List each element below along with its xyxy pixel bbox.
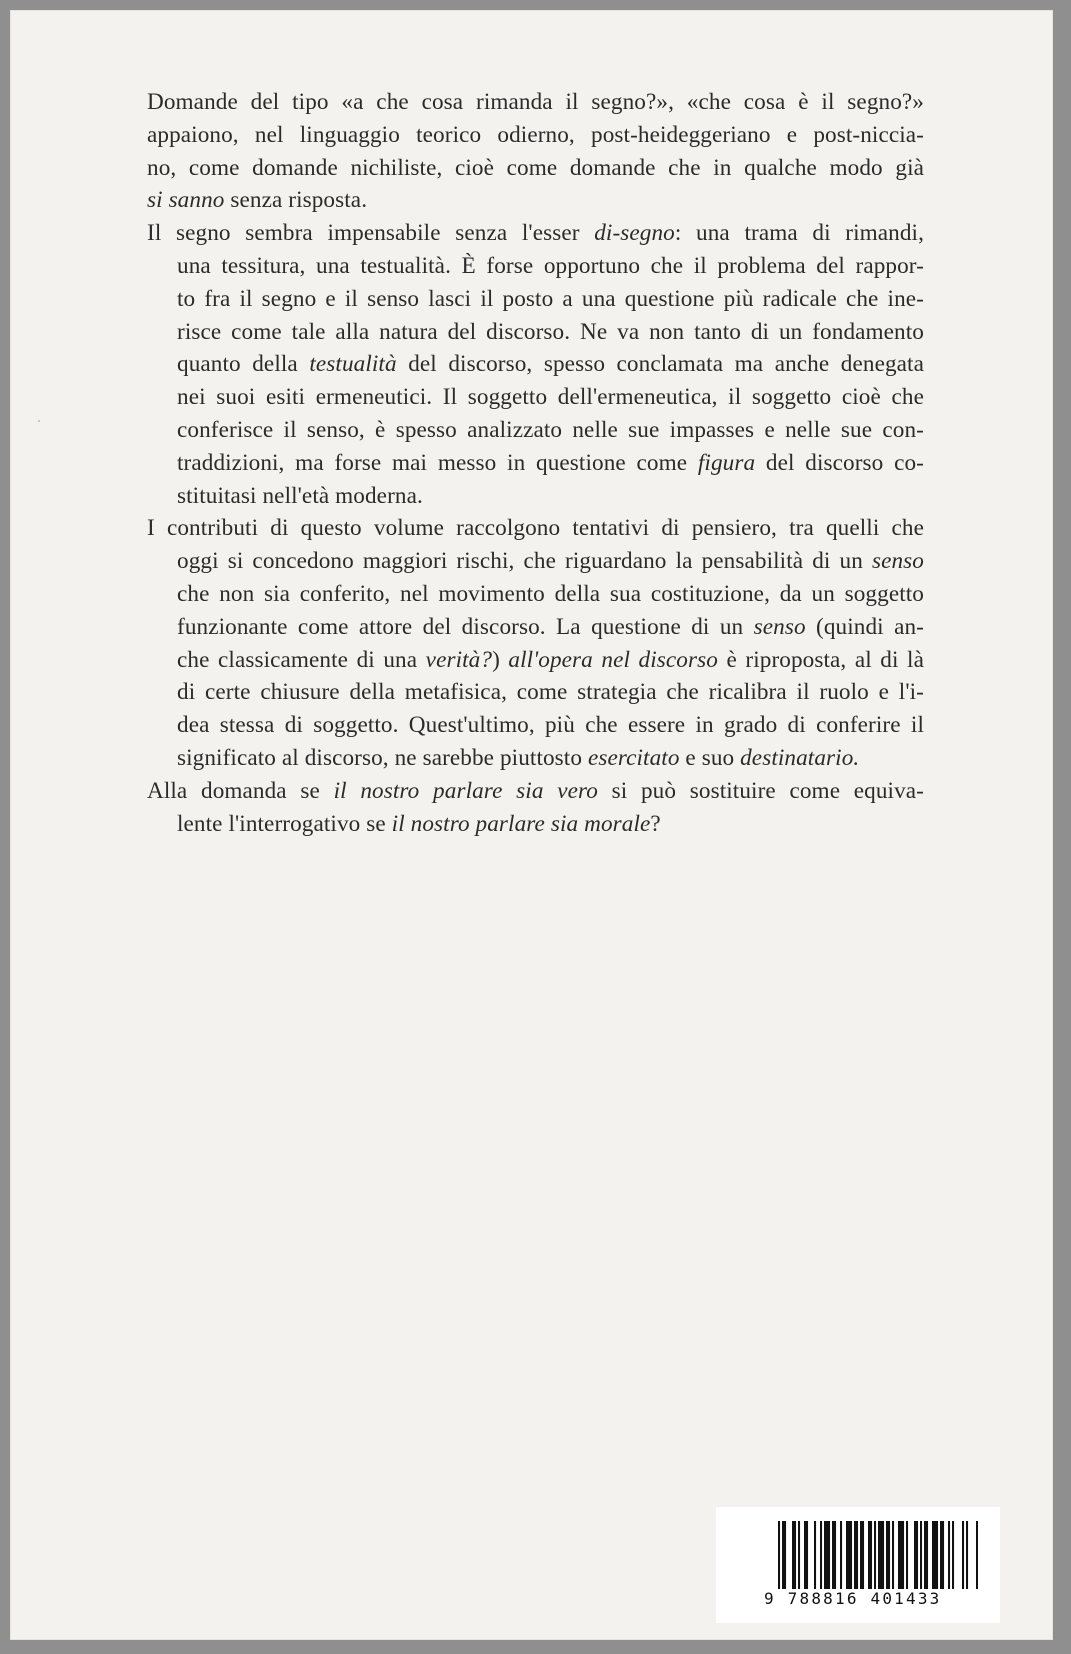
barcode-bar — [942, 1521, 944, 1589]
barcode-bar — [886, 1521, 888, 1589]
barcode-bar — [870, 1521, 872, 1589]
barcode-bar — [932, 1521, 934, 1589]
text-line — [177, 578, 924, 611]
barcode-bar — [826, 1521, 828, 1589]
text-line — [147, 512, 924, 545]
barcode-bar — [868, 1521, 870, 1589]
italic-text: di-segno — [594, 220, 675, 247]
text-run: quanto della — [177, 351, 310, 378]
text-run: appaiono, nel linguaggio teorico odierno, post-heideggeriano e post-niccia- — [147, 121, 924, 148]
barcode-bar — [906, 1521, 908, 1589]
barcode-bar — [962, 1521, 964, 1589]
barcode-bar — [916, 1521, 918, 1589]
barcode-bar — [892, 1521, 894, 1589]
text-run: di certe chiusure della metafisica, come strategia che ricalibra il ruolo e l'i- — [177, 679, 924, 706]
back-cover-blurb — [147, 86, 924, 840]
text-run: è riproposta, al di là — [717, 646, 924, 673]
text-run: risce come tale alla natura del discorso. Ne va non tanto di un fondamento — [177, 318, 924, 345]
text-line — [147, 184, 924, 217]
text-line — [177, 250, 924, 283]
paper-speck — [38, 420, 40, 422]
text-run: stituitasi nell'età moderna. — [177, 482, 423, 509]
text-run: che classicamente di una — [177, 646, 426, 673]
paragraph — [147, 217, 924, 512]
text-line — [177, 611, 924, 644]
book-back-cover — [10, 10, 1053, 1640]
text-run: significato al discorso, ne sarebbe piuttosto — [177, 744, 588, 771]
barcode-label — [716, 1507, 1000, 1623]
text-run: che non sia conferito, nel movimento della sua costituzione, da un soggetto — [177, 580, 924, 607]
text-run: : una trama di rimandi, — [674, 220, 924, 247]
italic-text: esercitato — [587, 744, 680, 771]
barcode-bar — [806, 1521, 808, 1589]
barcode-bar — [856, 1521, 858, 1589]
text-line — [177, 283, 924, 316]
text-line — [177, 480, 924, 513]
barcode-bar — [804, 1521, 806, 1589]
italic-text: destinatario. — [740, 744, 860, 771]
isbn-digits: 9 788816 401433 — [764, 1589, 942, 1608]
barcode-bar — [920, 1521, 922, 1589]
barcode-bar — [880, 1521, 882, 1589]
barcode-bar — [902, 1521, 904, 1589]
italic-text: testualità — [309, 351, 397, 378]
text-run: ? — [650, 810, 661, 837]
barcode-bar — [952, 1521, 954, 1589]
italic-text: senso — [871, 548, 924, 575]
barcode-bar — [948, 1521, 950, 1589]
text-run: ) — [492, 646, 509, 673]
barcode — [778, 1521, 978, 1589]
text-line — [177, 447, 924, 480]
text-run: senza risposta. — [224, 187, 368, 214]
barcode-bar — [874, 1521, 876, 1589]
text-run: Domande del tipo «a che cosa rimanda il segno?», «che cosa è il segno?» — [147, 89, 924, 115]
text-line — [147, 152, 924, 185]
paragraph — [147, 86, 924, 217]
text-run: funzionante come attore del discorso. La questione di un — [177, 613, 754, 640]
barcode-bar — [898, 1521, 900, 1589]
text-run: del discorso, spesso conclamata ma anche denegata — [396, 351, 924, 378]
barcode-bar — [940, 1521, 942, 1589]
barcode-bar — [854, 1521, 856, 1589]
barcode-bar — [936, 1521, 938, 1589]
barcode-bar — [914, 1521, 916, 1589]
text-line — [177, 808, 924, 841]
text-run: to fra il segno e il senso lasci il posto a una questione più radicale che ine- — [177, 285, 924, 312]
barcode-bar — [828, 1521, 830, 1589]
text-line — [177, 742, 924, 775]
italic-text: il nostro parlare sia morale — [391, 810, 651, 837]
text-line — [177, 676, 924, 709]
barcode-bar — [824, 1521, 826, 1589]
text-run: Alla domanda se — [147, 777, 334, 804]
text-run: traddizioni, ma forse mai messo in questione come — [177, 449, 698, 476]
barcode-bar — [878, 1521, 880, 1589]
barcode-bar — [900, 1521, 902, 1589]
barcode-bar — [926, 1521, 928, 1589]
barcode-bar — [784, 1521, 786, 1589]
barcode-bar — [846, 1521, 848, 1589]
barcode-bar — [848, 1521, 850, 1589]
barcode-bar — [782, 1521, 784, 1589]
text-run: una tessitura, una testualità. È forse opportuno che il problema del rappor- — [177, 252, 924, 279]
barcode-bar — [834, 1521, 836, 1589]
barcode-bar — [966, 1521, 968, 1589]
text-line — [147, 217, 924, 250]
italic-text: figura — [697, 449, 756, 476]
italic-text: verità? — [425, 646, 493, 673]
text-run: oggi si concedono maggiori rischi, che riguardano la pensabilità di un — [177, 548, 872, 575]
text-run: (quindi an- — [805, 613, 924, 640]
barcode-bar — [862, 1521, 864, 1589]
text-line — [177, 545, 924, 578]
barcode-bar — [792, 1521, 794, 1589]
text-line — [147, 119, 924, 152]
barcode-bar — [778, 1521, 780, 1589]
barcode-bar — [794, 1521, 796, 1589]
text-run: no, come domande nichiliste, cioè come domande che in qualche modo già — [147, 154, 924, 181]
text-line — [177, 414, 924, 447]
text-run: conferisce il senso, è spesso analizzato nelle sue impasses e nelle sue con- — [177, 416, 924, 443]
barcode-bar — [850, 1521, 852, 1589]
text-run: si può sostituire come equiva- — [597, 777, 924, 804]
text-line — [177, 644, 924, 677]
barcode-bar — [976, 1521, 978, 1589]
text-run: lente l'interrogativo se — [177, 810, 392, 837]
barcode-bar — [814, 1521, 816, 1589]
barcode-bar — [924, 1521, 926, 1589]
barcode-bar — [934, 1521, 936, 1589]
text-run: I contributi di questo volume raccolgono tentativi di pensiero, tra quelli che — [147, 515, 924, 542]
barcode-bar — [882, 1521, 884, 1589]
text-line — [177, 348, 924, 381]
barcode-bar — [888, 1521, 890, 1589]
text-run: e suo — [679, 744, 741, 771]
barcode-bar — [820, 1521, 822, 1589]
barcode-bar — [860, 1521, 862, 1589]
barcode-bar — [798, 1521, 800, 1589]
text-run: nei suoi esiti ermeneutici. Il soggetto dell'ermeneutica, il soggetto cioè che — [177, 384, 924, 411]
text-run: dea stessa di soggetto. Quest'ultimo, più che essere in grado di conferire il — [177, 712, 924, 739]
text-line — [147, 775, 924, 808]
text-run: del discorso co- — [755, 449, 924, 476]
text-line — [177, 709, 924, 742]
text-run: Il segno sembra impensabile senza l'esser — [147, 220, 595, 247]
italic-text: all'opera nel discorso — [508, 646, 718, 673]
italic-text: senso — [753, 613, 806, 640]
barcode-bar — [832, 1521, 834, 1589]
text-line — [177, 316, 924, 349]
paragraph — [147, 512, 924, 774]
italic-text: si sanno — [147, 187, 225, 214]
italic-text: il nostro parlare sia vero — [333, 777, 598, 804]
text-line — [147, 86, 924, 119]
barcode-bar — [840, 1521, 842, 1589]
text-line — [177, 381, 924, 414]
paragraph — [147, 775, 924, 841]
